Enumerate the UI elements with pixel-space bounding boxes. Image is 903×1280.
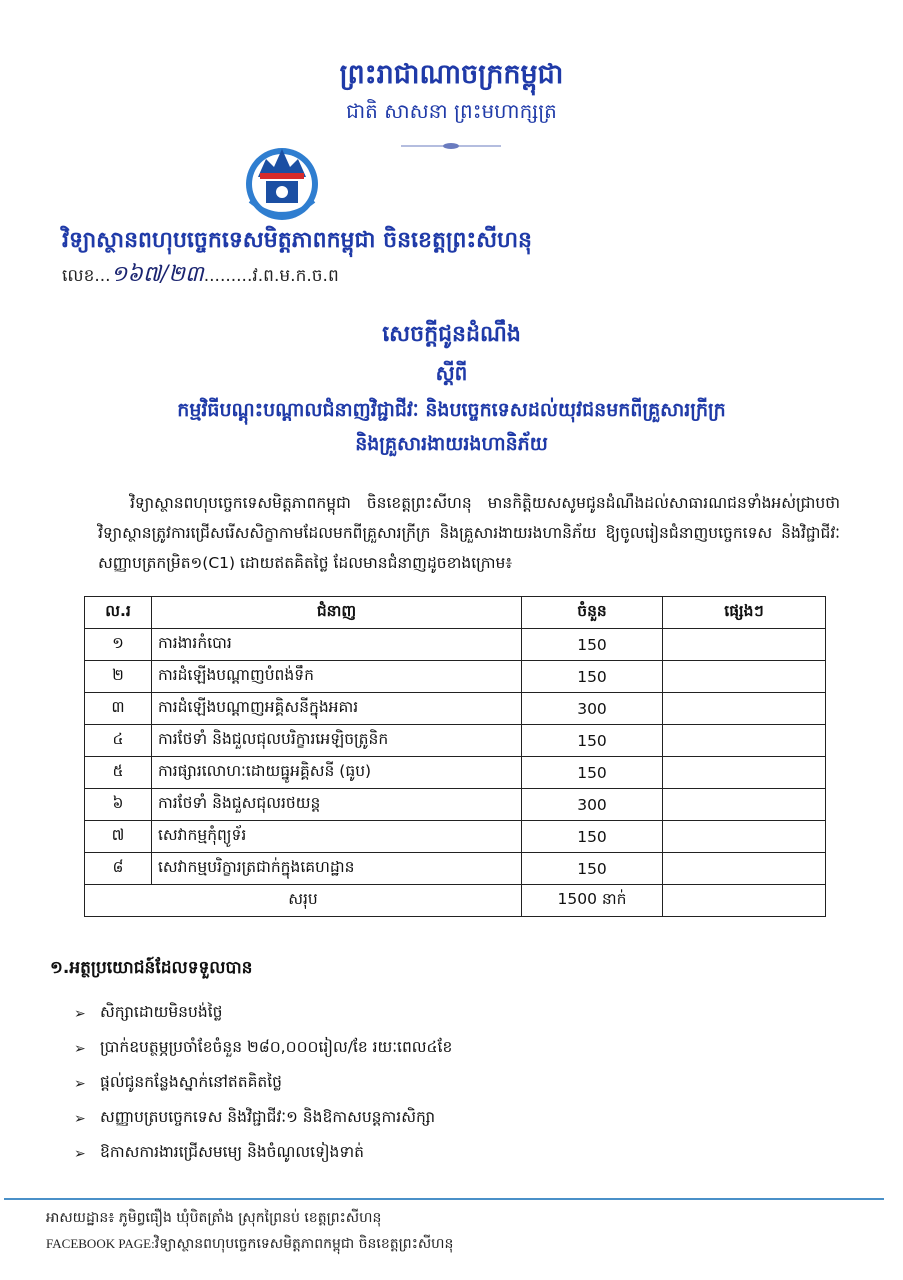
row-no: ៧ [85,821,152,853]
notice-title: សេចក្តីជូនដំណឹង [382,322,521,347]
row-remark [663,629,826,661]
footer-divider [4,1198,884,1200]
notice-subject-line-2: និងគ្រួសារងាយរងហានិភ័យ [355,433,548,455]
table-total-row [85,885,826,917]
benefits-list [74,996,452,1171]
row-skill: សេវាកម្មកុំព្យូទ័រ [152,821,522,853]
header-skill: ជំនាញ [152,597,522,629]
benefit-text: ផ្តល់ជូនកន្លែងស្នាក់នៅឥតគិតថ្លៃ [100,1073,283,1091]
notice-subject-line-1: កម្មវិធីបណ្តុះបណ្តាលជំនាញវិជ្ជាជីវៈ និងបច្ចេកទេសដល់យុវជនមកពីគ្រួសារក្រីក្រ [177,399,726,421]
table-row [85,629,826,661]
row-remark [663,821,826,853]
arrow-right-icon: ➢ [74,1005,86,1022]
table-row [85,725,826,757]
row-skill: ការថែទាំ និងជួសជុលរថយន្ត [152,789,522,821]
table-row [85,789,826,821]
row-count: 150 [522,725,663,757]
facebook-label: FACEBOOK PAGE: [46,1236,155,1251]
row-no: ៥ [85,757,152,789]
row-count: 150 [522,821,663,853]
institute-name: វិទ្យាស្ថានពហុបច្ចេកទេសមិត្តភាពកម្ពុជា ចិនខេត្តព្រះសីហនុ [62,228,533,253]
row-count: 150 [522,661,663,693]
footer-address: អាសយដ្ឋាន៖ ភូមិព្វធឿង ឃុំបិតត្រាំង ស្រុកព្រៃនប់ ខេត្តព្រះសីហនុ [46,1210,382,1226]
total-remark [663,885,826,917]
table-row [85,693,826,725]
institute-emblem-icon [232,143,332,221]
table-row [85,757,826,789]
arrow-right-icon: ➢ [74,1145,86,1162]
arrow-right-icon: ➢ [74,1110,86,1127]
row-remark [663,725,826,757]
row-count: 150 [522,853,663,885]
notice-paragraph [98,488,840,578]
row-skill: សេវាកម្មបរិក្ខារត្រជាក់ក្នុងគេហដ្ឋាន [152,853,522,885]
row-count: 150 [522,757,663,789]
row-no: ៤ [85,725,152,757]
ref-suffix: វ.ព.ម.ក.ច.ព [252,266,339,286]
total-label: សរុប [85,885,522,917]
row-skill: ការផ្សារលោហៈដោយធ្នូអគ្គិសនី (ធូប) [152,757,522,789]
list-item [74,1101,452,1136]
ref-number: ១៦៧/២៣ [110,262,204,287]
reference-number-line: លេខ...១៦៧/២៣.........វ.ព.ម.ក.ច.ព [62,262,339,287]
benefits-title: ១.អត្ថប្រយោជន៍ដែលទទួលបាន [50,958,253,978]
row-remark [663,693,826,725]
row-skill: ការថែទាំ និងជួលជុលបរិក្ខារអេឡិចត្រូនិក [152,725,522,757]
row-no: ៦ [85,789,152,821]
row-count: 300 [522,789,663,821]
national-motto: ជាតិ សាសនា ព្រះមហាក្សត្រ [346,99,557,123]
skills-table [84,596,826,917]
row-count: 150 [522,629,663,661]
row-no: ៣ [85,693,152,725]
arrow-right-icon: ➢ [74,1075,86,1092]
benefit-text: សញ្ញាបត្របច្ចេកទេស និងវិជ្ជាជីវៈ១ និងឱកាសបន្តការសិក្សា [100,1108,436,1126]
ref-prefix: លេខ [62,266,95,286]
table-header-row [85,597,826,629]
table-row [85,853,826,885]
row-skill: ការដំឡើងបណ្តាញអគ្គិសនីក្នុងអគារ [152,693,522,725]
header-no: ល.រ [85,597,152,629]
list-item [74,1031,452,1066]
header-count: ចំនួន [522,597,663,629]
row-no: ២ [85,661,152,693]
facebook-link[interactable]: វិទ្យាស្ថានពហុបច្ចេកទេសមិត្តភាពកម្ពុជា ចិនខេត្តព្រះសីហនុ [154,1236,454,1252]
paragraph-text: វិទ្យាស្ថានពហុបច្ចេកទេសមិត្តភាពកម្ពុជា ចិនខេត្តព្រះសីហនុ មានកិត្តិយសសូមជូនដំណឹងដល់សាធារណជនទាំងអស់ជ្រាបថា វិទ្យាស្ថានត្រូវការជ្រើសរើសសិក្ខាកាមដែលមកពីគ្រួសារក្រីក្រ និងគ្រួសារងាយរងហានិភ័យ ឱ្យចូលរៀនជំនាញបច្ចេកទេស និងវិជ្ជាជីវៈ សញ្ញាបត្រកម្រិត១(C1) ដោយឥតគិតថ្លៃ ដែលមានជំនាញដូចខាងក្រោម៖ [98,494,840,572]
row-no: ៨ [85,853,152,885]
ornament-divider-icon [401,142,501,150]
benefit-text: ប្រាក់ឧបត្ថម្ភប្រចាំខែចំនួន ២៨០,០០០រៀល/ខែ រយៈពេល៤ខែ [100,1038,453,1056]
row-skill: ការងារកំបោរ [152,629,522,661]
footer-facebook [46,1234,453,1255]
row-remark [663,661,826,693]
benefit-text: ឱកាសការងារជ្រើសមម្យេ និងចំណូលទៀងទាត់ [100,1143,364,1161]
row-no: ១ [85,629,152,661]
row-skill: ការដំឡើងបណ្តាញបំពង់ទឹក [152,661,522,693]
row-remark [663,757,826,789]
list-item [74,1136,452,1171]
notice-about: ស្តីពី [435,361,468,385]
kingdom-heading: ព្រះរាជាណាចក្រកម្ពុជា [339,59,564,90]
row-remark [663,789,826,821]
list-item [74,996,452,1031]
row-remark [663,853,826,885]
list-item [74,1066,452,1101]
arrow-right-icon: ➢ [74,1040,86,1057]
benefit-text: សិក្សាដោយមិនបង់ថ្លៃ [100,1003,223,1021]
row-count: 300 [522,693,663,725]
table-row [85,821,826,853]
total-value: 1500 នាក់ [522,885,663,917]
table-row [85,661,826,693]
header-remark: ផ្សេងៗ [663,597,826,629]
